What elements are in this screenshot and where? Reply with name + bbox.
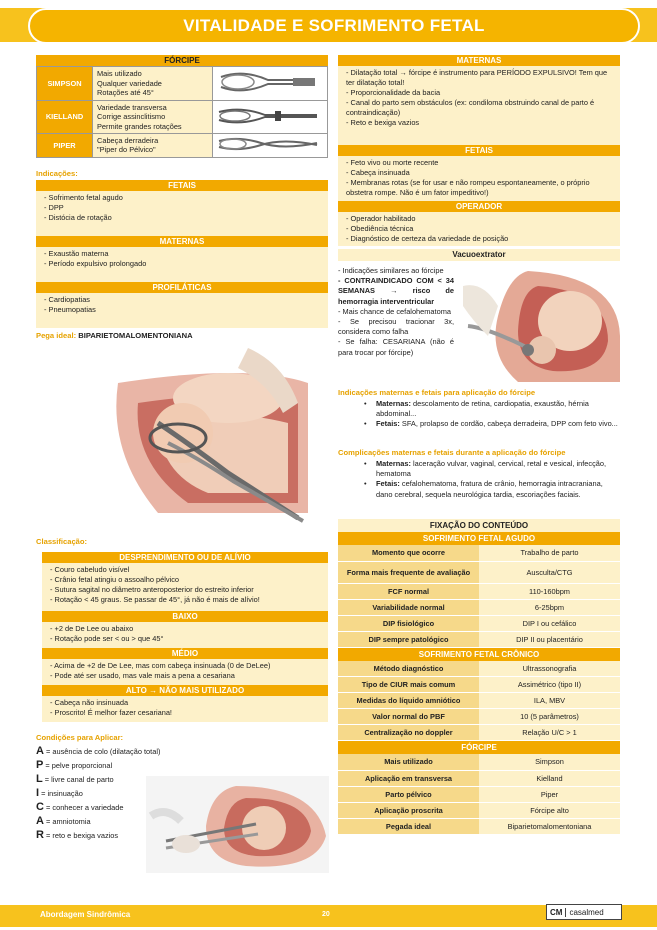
list-item: - CONTRAINDICADO COM < 34 SEMANAS → risco de hemorragia interventricular [338,276,454,306]
cond-maternas-list [338,66,620,145]
piper-forceps-image [213,134,328,158]
list-item: - Indicações similares ao fórcipe [338,266,444,275]
list-item: - Proscrito! É melhor fazer cesariana! [50,708,172,717]
classificacao-alivio-title: DESPRENDIMENTO OU DE ALÍVIO [42,552,328,563]
forcipe-table-title: FÓRCIPE [36,55,328,66]
complic-title: Complicações maternas e fetais durante a aplicação do fórcipe [338,448,566,457]
list-item: - Exaustão materna [44,249,109,258]
forceps-application-illustration [146,776,329,873]
ind-mat-fet-title: Indicações maternas e fetais para aplicação do fórcipe [338,388,536,397]
classificacao-alto-title: ALTO → NÃO MAIS UTILIZADO [42,685,328,696]
forcipe-name: KIELLAND [37,100,93,134]
indicacoes-fetais-list [36,191,328,236]
cond-operador-title: OPERADOR [338,201,620,212]
forcipe-desc: Variedade transversa Corrige assinclitismo Permite grandes rotações [93,100,213,134]
pega-ideal [36,331,328,340]
list-item: - Sofrimento fetal agudo [44,193,123,202]
classificacao-alivio-list [42,563,328,611]
list-item: - Rotação < 45 graus. Se passar de 45°, já não é mais de alívio! [50,595,260,604]
forceps-delivery-illustration [98,343,308,523]
list-item: A = ausência de colo (dilatação total) [36,745,161,757]
condicoes-label: Condições para Aplicar: [36,733,124,742]
table-row: Tipo de CIUR mais comum Assimétrico (tipo II) [338,677,620,693]
list-item: • Maternas: descolamento de retina, cardiopatia, exaustão, hérnia abdominal... [364,399,589,419]
page-number: 20 [322,911,330,918]
list-item: - Cardiopatias [44,295,91,304]
table-row: Aplicação proscrita Fórcipe alto [338,802,620,818]
logo-name: casalmed [569,907,604,917]
condicoes-detalhe [338,55,620,246]
list-item: - Couro cabeludo visível [50,565,130,574]
vacuo-list [338,266,454,358]
list-item: - Membranas rotas (se for usar e não rompeu espontaneamente, o próprio obstetra rompe. Não é um fator impeditivo!) [346,178,590,197]
list-item: C = conhecer a variedade [36,801,124,813]
list-item: - Crânio fetal atingiu o assoalho pélvico [50,575,180,584]
table-row: Método diagnóstico Ultrassonografia [338,661,620,677]
cond-fetais-title: FETAIS [338,145,620,156]
classificacao-medio-list [42,659,328,685]
forcipe-table [36,55,328,158]
indicacoes-label: Indicações: [36,169,78,178]
list-item: - Diagnóstico de certeza da variedade de posição [346,234,509,243]
kielland-forceps-image [213,100,328,134]
vacuo-section [338,249,620,261]
table-row [37,100,328,134]
cond-maternas-title: MATERNAS [338,55,620,66]
indicacoes-fetais-title: FETAIS [36,180,328,191]
forcipe-name: SIMPSON [37,67,93,101]
simpson-forceps-image [213,67,328,101]
vacuum-extractor-illustration [458,266,620,382]
list-item: - Cabeça não insinuada [50,698,129,707]
table-row: Forma mais frequente de avaliação Ausculta/CTG [338,561,620,583]
list-item: - DPP [44,203,64,212]
fixacao-title: FIXAÇÃO DO CONTEÚDO [338,519,620,532]
list-item: • Fetais: SFA, prolapso de cordão, cabeça derradeira, DPP com feto vivo... [364,419,618,429]
complic-section [338,448,620,500]
list-item: - Se precisou tracionar 3x, considera como falha [338,317,454,337]
list-item: - Acima de +2 de De Lee, mas com cabeça insinuada (0 de DeLee) [50,661,271,670]
table-row: Medidas do líquido amniótico ILA, MBV [338,693,620,709]
classificacao-baixo-list [42,622,328,648]
pega-label: Pega ideal: [36,331,77,340]
table-row: Pegada ideal Biparietomalomentoniana [338,818,620,834]
list-item: - Canal do parto sem obstáculos (ex: condiloma obstruindo canal de parto é contraindicação) [346,98,595,117]
list-item: R = reto e bexiga vazios [36,829,119,841]
table-row: Momento que ocorre Trabalho de parto [338,545,620,561]
forcipe-desc: Mais utilizado Qualquer variedade Rotações até 45° [93,67,213,101]
list-item: P = pelve proporcional [36,759,113,771]
section-title: SOFRIMENTO FETAL CRÔNICO [338,648,620,661]
list-item: - Sutura sagital no diâmetro anteroposterior do estreito inferior [50,585,254,594]
forcipe-name: PIPER [37,134,93,158]
indicacoes-maternas-title: MATERNAS [36,236,328,247]
classificacao-alto-list [42,696,328,722]
indicacoes-box [36,180,328,328]
fixacao-table [338,519,620,835]
list-item: - Proporcionalidade da bacia [346,88,441,97]
table-row: FCF normal 110-160bpm [338,583,620,599]
table-row: Parto pélvico Piper [338,786,620,802]
list-item: - Operador habilitado [346,214,416,223]
table-row: Mais utilizado Simpson [338,754,620,770]
forcipe-desc: Cabeça derradeira "Piper do Pélvico" [93,134,213,158]
list-item: - Distócia de rotação [44,213,112,222]
pega-value: BIPARIETOMALOMENTONIANA [78,331,193,340]
section-title: FÓRCIPE [338,741,620,754]
list-item: • Maternas: laceração vulvar, vaginal, cervical, retal e vesical, infecção, hematoma [364,459,607,479]
table-row: DIP fisiológico DIP I ou cefálico [338,615,620,631]
indicacoes-profilaticas-list [36,293,328,328]
classificacao-medio-title: MÉDIO [42,648,328,659]
list-item: - Obediência técnica [346,224,414,233]
table-row: Centralização no doppler Relação U/C > 1 [338,725,620,741]
table-row [37,67,328,101]
table-row: Variabilidade normal 6-25bpm [338,599,620,615]
list-item: - Cabeça insinuada [346,168,410,177]
table-row [37,134,328,158]
list-item: - +2 de De Lee ou abaixo [50,624,134,633]
indicacoes-maternas-list [36,247,328,282]
list-item: - Pneumopatias [44,305,96,314]
list-item: - Feto vivo ou morte recente [346,158,439,167]
list-item: - Se falha: CESARIANA (não é para trocar por fórcipe) [338,337,454,357]
cond-operador-list [338,212,620,246]
page-title-bar [28,8,640,44]
logo-mark: CM [547,908,566,917]
classificacao-label: Classificação: [36,537,88,546]
table-row: Aplicação em transversa Kielland [338,770,620,786]
classificacao-box [42,552,328,722]
footer-section-name: Abordagem Sindrômica [40,910,131,919]
list-item: - Rotação pode ser < ou > que 45° [50,634,164,643]
indicacoes-profilaticas-title: PROFILÁTICAS [36,282,328,293]
list-item: L = livre canal de parto [36,773,114,785]
table-row: Valor normal do PBF 10 (5 parâmetros) [338,709,620,725]
cond-fetais-list [338,156,620,201]
list-item: - Pode até ser usado, mas vale mais a pena a cesariana [50,671,235,680]
classificacao-baixo-title: BAIXO [42,611,328,622]
list-item: - Dilatação total → fórcipe é instrumento para PERÍODO EXPULSIVO! Tem que ter dilatação total! [346,68,608,87]
section-title: SOFRIMENTO FETAL AGUDO [338,532,620,545]
list-item: • Fetais: cefalohematoma, fratura de crânio, hemorragia intracraniana, dano cerebral, sequela neurológica tardia, escoriações faciais. [364,479,603,499]
list-item: - Período expulsivo prolongado [44,259,147,268]
list-item: - Reto e bexiga vazios [346,118,420,127]
list-item: I = insinuação [36,787,83,799]
ind-mat-fet-section [338,388,620,430]
page-title: VITALIDADE E SOFRIMENTO FETAL [183,16,485,35]
brand-logo [546,904,622,920]
list-item: A = amniotomia [36,815,91,827]
vacuo-title: Vacuoextrator [338,249,620,261]
list-item: - Mais chance de cefalohematoma [338,306,451,316]
table-row: DIP sempre patológico DIP II ou placentário [338,631,620,647]
